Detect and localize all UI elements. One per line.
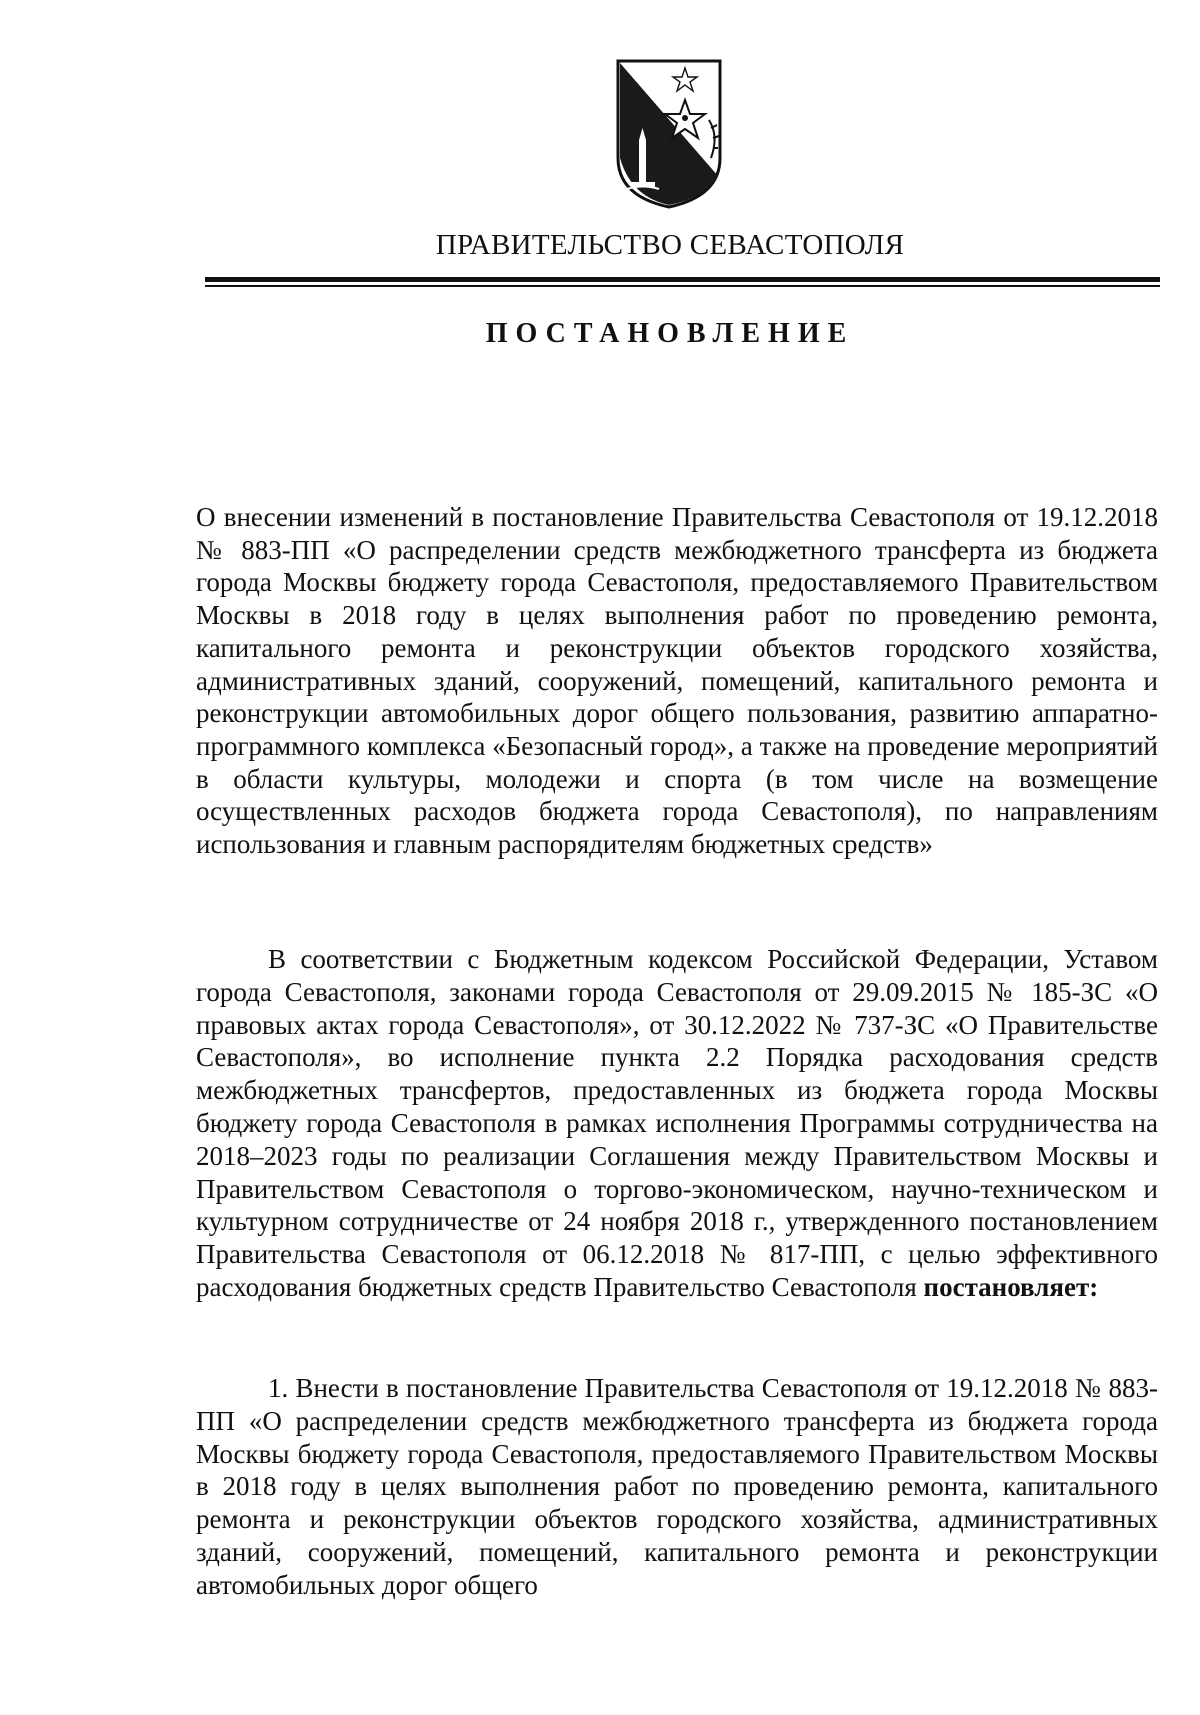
document-type: ПОСТАНОВЛЕНИЕ	[485, 318, 855, 349]
header-rule-thick	[205, 277, 1160, 282]
item-1-paragraph: 1. Внести в постановление Правительства Севастополя от 19.12.2018 № 883-ПП «О распределении средств межбюджетного трансферта из бюджета города Москвы бюджету города Севастополя, предоставляемого Правительством Москвы в 2018 году в целях выполнения работ по проведению ремонта, капитального ремонта и реконструкции объектов городского хозяйства, административных зданий, сооружений, помещений, капитального ремонта и реконструкции автомобильных дорог общего	[196, 1373, 1158, 1600]
sevastopol-coat-of-arms-icon	[615, 58, 723, 210]
organization-name: ПРАВИТЕЛЬСТВО СЕВАСТОПОЛЯ	[435, 229, 905, 261]
resolves-keyword: постановляет:	[923, 1271, 1099, 1302]
document-title: О внесении изменений в постановление Правительства Севастополя от 19.12.2018 № 883-ПП «О распределении средств межбюджетного трансферта из бюджета города Москвы бюджету города Севастополя, предоставляемого Правительством Москвы в 2018 году в целях выполнения работ по проведению ремонта, капитального ремонта и реконструкции объектов городского хозяйства, административных зданий, сооружений, помещений, капитального ремонта и реконструкции автомобильных дорог общего пользования, развитию аппаратно-программного комплекса «Безопасный город», а также на проведение мероприятий в области культуры, молодежи и спорта (в том числе на возмещение осуществленных расходов бюджета города Севастополя), по направлениям использования и главным распорядителям бюджетных средств»	[196, 502, 1158, 860]
header-rule-thin	[205, 285, 1160, 287]
preamble-text: В соответствии с Бюджетным кодексом Российской Федерации, Уставом города Севастополя, законами города Севастополя от 29.09.2015 № 185-ЗС «О правовых актах города Севастополя», от 30.12.2022 № 737-ЗС «О Правительстве Севастополя», во исполнение пункта 2.2 Порядка расходования средств межбюджетных трансфертов, предоставленных из бюджета города Москвы бюджету города Севастополя в рамках исполнения Программы сотрудничества на 2018–2023 годы по реализации Соглашения между Правительством Москвы и Правительством Севастополя о торгово-экономическом, научно-техническом и культурном сотрудничестве от 24 ноября 2018 г., утвержденного постановлением Правительства Севастополя от 06.12.2018 № 817-ПП, с целью эффективного расходования бюджетных средств Правительство Севастополя	[196, 944, 1158, 1302]
preamble-paragraph	[196, 943, 1158, 1304]
